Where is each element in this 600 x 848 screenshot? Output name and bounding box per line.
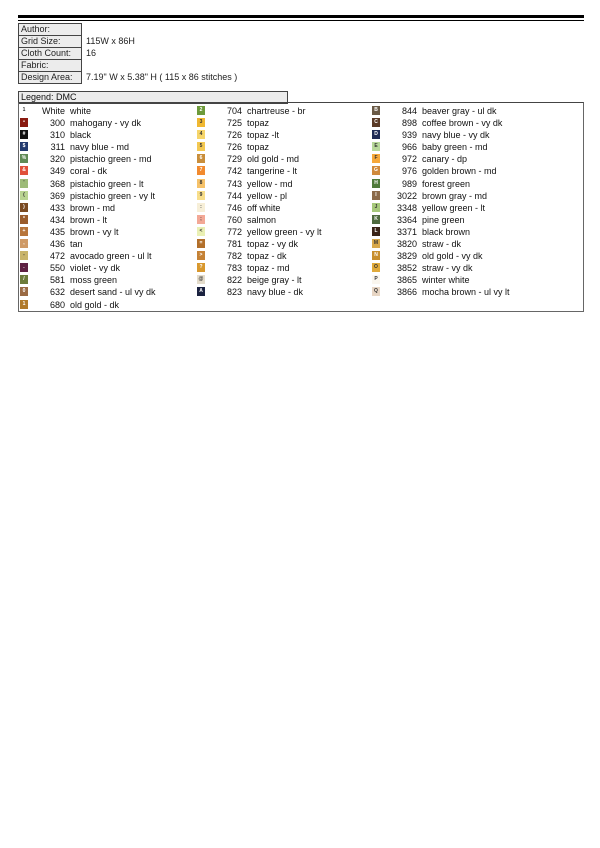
color-name: straw - dk [422,239,462,250]
color-swatch: ? [197,263,205,272]
color-swatch: 9 [197,191,205,200]
color-swatch: A [197,287,205,296]
dmc-code: 472 [49,251,65,262]
dmc-code: 939 [401,130,417,141]
color-name: salmon [247,214,277,225]
color-name: avocado green - ul lt [70,251,152,262]
color-name: brown gray - md [422,190,488,201]
color-name: winter white [422,275,470,286]
color-name: mocha brown - ul vy lt [422,287,510,298]
color-name: white [70,106,92,116]
author-label: Author: [18,23,82,36]
color-swatch: < [197,227,205,236]
dmc-code: 300 [49,118,65,129]
color-swatch: - [20,251,28,260]
color-name: violet - vy dk [70,263,121,274]
color-name: beaver gray - ul dk [422,106,497,116]
color-swatch: F [372,154,380,163]
color-name: tan [70,239,83,250]
color-name: brown - md [70,202,116,213]
color-name: black [70,130,92,141]
color-name: navy blue - md [70,142,130,153]
color-name: yellow green - vy lt [247,226,322,237]
dmc-code: 3022 [396,190,417,201]
dmc-code: 972 [401,154,417,165]
legend-table [18,102,584,312]
dmc-code: 742 [226,166,242,177]
color-swatch: 8 [197,179,205,188]
color-swatch: M [373,240,379,247]
color-name: chartreuse - br [247,106,306,116]
color-name: pistachio green - vy lt [70,190,156,201]
dmc-code: 898 [401,118,417,129]
design-area-value: 7.19" W x 5.38" H ( 115 x 86 stitches ) [86,72,238,82]
color-swatch: D [372,130,380,139]
dmc-code: 550 [49,263,65,274]
color-name: golden brown - md [422,166,497,177]
dmc-code: 349 [49,166,65,177]
dmc-code: 744 [226,190,242,201]
color-swatch: 7 [197,166,205,175]
color-swatch: Q [372,287,380,296]
color-swatch: = [197,239,205,248]
color-name: old gold - dk [70,299,120,310]
color-swatch: 4 [197,130,205,139]
color-swatch: P [372,275,380,284]
color-name: old gold - vy dk [422,251,483,262]
color-name: tangerine - lt [247,166,298,177]
dmc-code: White [41,106,65,116]
color-swatch: / [20,275,28,284]
cloth-count-label: Cloth Count: [18,47,82,60]
color-swatch: J [372,203,380,212]
color-name: yellow - md [247,178,293,189]
color-name: yellow - pl [247,190,288,201]
dmc-code: 729 [226,154,242,165]
color-swatch: ( [20,191,28,200]
color-name: desert sand - ul vy dk [70,287,156,298]
color-swatch: . [20,263,28,272]
dmc-code: 976 [401,166,417,177]
color-swatch: # [20,130,28,139]
color-swatch: @ [198,276,204,283]
color-swatch: , [20,239,28,248]
dmc-code: 760 [226,214,242,225]
color-swatch: $ [20,142,28,151]
dmc-code: 823 [226,287,242,298]
dmc-code: 368 [49,178,65,189]
top-rule-thin [18,20,584,21]
color-swatch: ; [197,215,205,224]
color-name: topaz -lt [247,130,280,141]
dmc-code: 3820 [396,239,417,250]
dmc-code: 436 [49,239,65,250]
color-swatch: : [197,203,205,212]
color-swatch: E [372,142,380,151]
color-name: straw - vy dk [422,263,473,274]
color-swatch: 0 [20,287,28,296]
color-swatch: 2 [197,106,205,115]
color-name: old gold - md [247,154,300,165]
dmc-code: 3865 [396,275,417,286]
dmc-code: 581 [49,275,65,286]
color-swatch: B [372,106,380,115]
top-rule-thick [18,15,584,18]
color-swatch: N [372,251,380,260]
cloth-count-value: 16 [86,48,97,58]
dmc-code: 311 [50,142,65,153]
dmc-code: 680 [49,299,65,310]
grid-size-value: 115W x 86H [86,36,135,46]
color-name: topaz [247,118,270,129]
dmc-code: 772 [226,226,242,237]
color-name: forest green [422,178,471,189]
dmc-code: 3371 [396,226,417,237]
color-swatch: ) [20,203,28,212]
dmc-code: 632 [49,287,65,298]
dmc-code: 743 [226,178,242,189]
color-swatch: G [372,166,380,175]
color-name: black brown [422,226,471,237]
color-name: topaz - dk [247,251,287,262]
dmc-code: 726 [226,130,242,141]
color-swatch: + [20,227,28,236]
color-swatch: L [372,227,380,236]
dmc-code: 725 [226,118,242,129]
dmc-code: 310 [49,130,65,141]
color-name: pistachio green - md [70,154,152,165]
dmc-code: 844 [401,106,417,116]
color-name: canary - dp [422,154,468,165]
color-swatch: I [372,191,380,200]
dmc-code: 369 [49,190,65,201]
dmc-code: 726 [226,142,242,153]
color-swatch: % [21,155,27,162]
dmc-code: 966 [401,142,417,153]
color-name: moss green [70,275,118,286]
color-name: brown - vy lt [70,226,119,237]
dmc-code: 3829 [396,251,417,262]
color-name: pine green [422,214,465,225]
dmc-code: 3364 [396,214,417,225]
color-swatch: 1 [20,106,28,115]
color-swatch: ' [20,179,28,188]
color-swatch: > [197,251,205,260]
color-swatch: • [20,118,28,127]
color-name: beige gray - lt [247,275,302,286]
dmc-code: 704 [226,106,242,116]
color-name: navy blue - vy dk [422,130,490,141]
color-name: pistachio green - lt [70,178,144,189]
color-name: topaz [247,142,270,153]
legend-title: Legend: DMC [18,91,288,104]
color-swatch: 1 [20,300,28,309]
color-name: baby green - md [422,142,488,153]
color-swatch: H [372,179,380,188]
color-swatch: O [372,263,380,272]
dmc-code: 3866 [396,287,417,298]
dmc-code: 781 [226,239,242,250]
color-name: yellow green - lt [422,202,486,213]
dmc-code: 320 [49,154,65,165]
color-name: coffee brown - vy dk [422,118,503,129]
color-name: brown - lt [70,214,108,225]
color-name: navy blue - dk [247,287,304,298]
dmc-code: 746 [226,202,242,213]
color-swatch: 3 [197,118,205,127]
dmc-code: 3348 [396,202,417,213]
grid-size-label: Grid Size: [18,35,82,48]
color-name: topaz - md [247,263,290,274]
dmc-code: 783 [226,263,242,274]
dmc-code: 989 [401,178,417,189]
color-swatch: K [372,215,380,224]
color-name: off white [247,202,281,213]
fabric-label: Fabric: [18,59,82,72]
color-swatch: & [20,166,28,175]
dmc-code: 3852 [396,263,417,274]
color-name: coral - dk [70,166,108,177]
dmc-code: 434 [49,214,65,225]
design-area-label: Design Area: [18,71,82,84]
color-swatch: C [372,118,380,127]
color-name: topaz - vy dk [247,239,299,250]
color-swatch: * [20,215,28,224]
dmc-code: 435 [49,226,65,237]
dmc-code: 782 [226,251,242,262]
dmc-code: 433 [49,202,65,213]
color-swatch: 5 [197,142,205,151]
dmc-code: 822 [226,275,242,286]
color-swatch: 6 [197,154,205,163]
color-name: mahogany - vy dk [70,118,142,129]
